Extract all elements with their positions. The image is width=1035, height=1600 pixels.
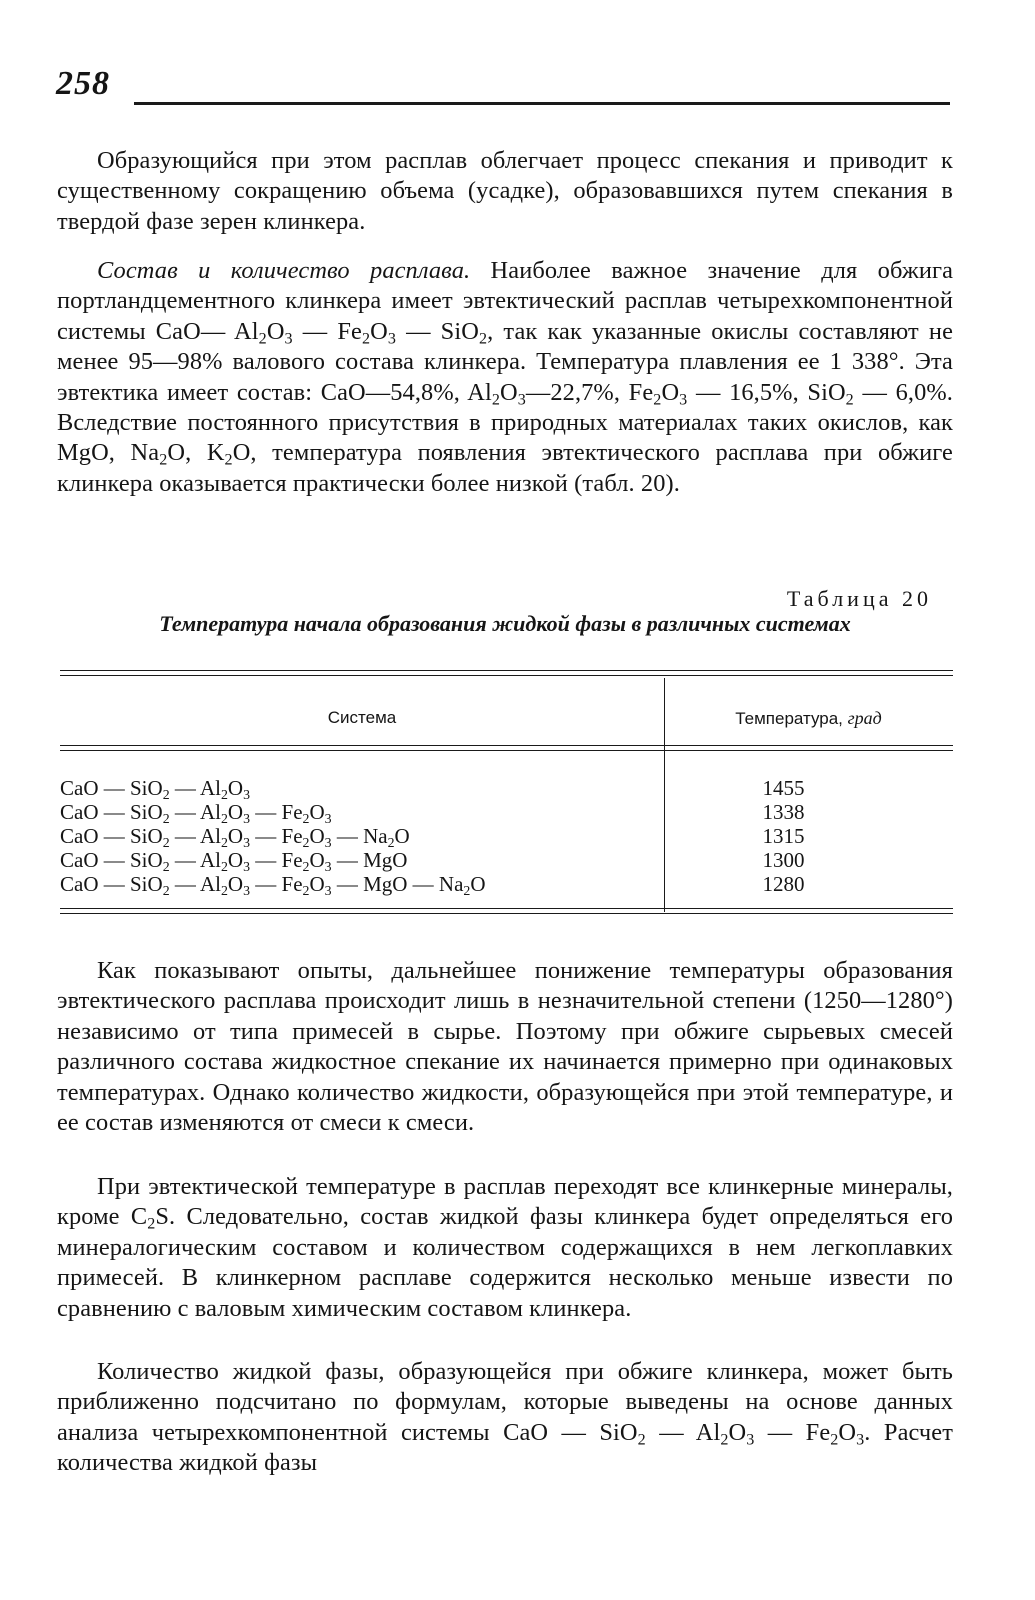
subscript: 2 — [637, 1431, 646, 1449]
subscript: 2 — [162, 882, 170, 898]
formula-text: O — [309, 824, 325, 848]
temperature-cell: 1300 — [762, 848, 805, 872]
subscript: 3 — [284, 330, 293, 348]
p2-text-d: O — [370, 317, 388, 345]
subscript: 2 — [387, 834, 395, 850]
system-cell — [60, 800, 332, 824]
p5-text-b: — Al — [645, 1418, 721, 1446]
table-header-rule — [60, 745, 953, 751]
subscript: 3 — [517, 391, 526, 409]
p2-text-f: , так как указанные окислы составляют не менее 95—98% валового состава клинкера. Температура плавления ее 1 338°. Эта эвтектика имеет состав: CaO—54,8%, Al — [57, 317, 953, 406]
temperature-cell: 1280 — [762, 872, 805, 896]
table-caption: Температура начала образования жидкой фазы в различных системах — [159, 611, 851, 636]
system-cell — [60, 872, 486, 896]
subscript: 2 — [302, 834, 310, 850]
formula-text: O — [394, 824, 410, 848]
subscript: 2 — [302, 810, 310, 826]
paragraph-3 — [57, 956, 953, 1138]
subscript: 2 — [463, 882, 471, 898]
paragraph-2 — [57, 256, 953, 499]
formula-text: — Al — [169, 872, 221, 896]
system-cell — [60, 848, 407, 872]
paragraph-1-text: Образующийся при этом расплав облегчает процесс спекания и приводит к существенному сокращению объема (усадке), образовавшихся путем спекания в твердой фазе зерен клинкера. — [57, 147, 953, 235]
subscript: 2 — [147, 1215, 156, 1233]
subscript: 2 — [302, 882, 310, 898]
formula-text: — Fe — [250, 824, 303, 848]
table-row — [60, 872, 953, 896]
subscript: 2 — [162, 834, 170, 850]
subscript: 3 — [856, 1431, 865, 1449]
p2-text-h: —22,7%, Fe — [525, 378, 654, 406]
p2-text-b: O — [266, 317, 285, 345]
subscript: 2 — [653, 391, 662, 409]
p2-text-j: — 16,5%, SiO — [687, 378, 846, 406]
subscript: 2 — [162, 786, 170, 802]
formula-text: O — [309, 800, 325, 824]
system-cell — [60, 824, 410, 848]
column-header-system: Система — [327, 708, 397, 727]
table-row — [60, 848, 953, 872]
table-row — [60, 824, 953, 848]
formula-text: — MgO — Na — [331, 872, 464, 896]
subscript: 2 — [478, 330, 488, 348]
subscript: 2 — [361, 330, 371, 348]
p4-text-a: При эвтектической температуре в расплав переходят все клинкерные минералы, кроме C — [57, 1173, 953, 1231]
subscript: 3 — [243, 858, 251, 874]
paragraph-5 — [57, 1357, 953, 1479]
p5-text-d: — Fe — [754, 1418, 831, 1446]
paragraph-1 — [57, 146, 953, 237]
p5-text-e: O — [838, 1418, 857, 1446]
column-header-temperature-unit: град — [847, 708, 882, 728]
temperature-cell: 1338 — [762, 800, 805, 824]
paragraph-4 — [57, 1172, 953, 1324]
data-table — [60, 670, 953, 920]
formula-text: — Al — [169, 824, 221, 848]
subscript: 2 — [224, 451, 233, 469]
p2-text-i: O — [661, 378, 680, 406]
formula-text: O — [227, 824, 244, 848]
formula-text: O — [470, 872, 486, 896]
p2-text-c: — Fe — [292, 317, 362, 345]
formula-text: CaO — SiO — [60, 776, 163, 800]
subscript: 3 — [387, 330, 396, 348]
paragraph-3-text: Как показывают опыты, дальнейшее понижение температуры образования эвтектического расплава происходит лишь в незначительной степени (1250—1280°) независимо от типа примесей в сырье. Поэтому при обжиге сырьевых смесей различного состава жидкостное спекание их начинается примерно при одинаковых температурах. Однако количество жидкости, образующейся при этой температуре, и ее состав изменяются от смеси к смеси. — [57, 957, 953, 1137]
p5-text-a: Количество жидкой фазы, образующейся при обжиге клинкера, может быть приближенно подсчитано по формулам, которые выведены на основе данных анализа четырехкомпонентной системы CaO — SiO — [57, 1358, 953, 1446]
subscript: 3 — [746, 1431, 755, 1449]
page-number: 258 — [56, 65, 110, 102]
formula-text: CaO — SiO — [60, 848, 163, 872]
formula-text: O — [227, 776, 244, 800]
subscript: 3 — [243, 882, 251, 898]
p2-text-m: O, температура появления эвтектического расплава при обжиге клинкера оказывается практически более низкой (табл. 20). — [57, 439, 953, 497]
formula-text: — Al — [169, 776, 221, 800]
subscript: 2 — [302, 858, 310, 874]
column-header-temperature-label: Температура, — [735, 709, 843, 728]
p2-text-e: — SiO — [396, 317, 479, 345]
subscript: 2 — [720, 1431, 729, 1449]
subscript: 2 — [845, 391, 854, 409]
p2-text-g: O — [499, 378, 518, 406]
p2-text-l: O, K — [167, 439, 225, 467]
subscript: 2 — [830, 1431, 839, 1449]
subscript: 3 — [679, 391, 688, 409]
table-bottom-rule — [60, 908, 953, 914]
formula-text: O — [227, 800, 244, 824]
temperature-cell: 1315 — [762, 824, 805, 848]
subscript: 3 — [324, 858, 332, 874]
formula-text: O — [227, 848, 244, 872]
system-cell — [60, 776, 250, 800]
subscript: 3 — [324, 810, 332, 826]
subscript: 2 — [162, 810, 170, 826]
subscript: 3 — [243, 810, 251, 826]
formula-text: — Fe — [250, 872, 303, 896]
temperature-cell: 1455 — [762, 776, 805, 800]
subscript: 3 — [324, 834, 332, 850]
p4-text-b: S. Следовательно, состав жидкой фазы клинкера будет определяться его минералогическим составом и количеством содержащихся в нем легкоплавких примесей. В клинкерном расплаве содержится несколько меньше извести по сравнению с валовым химическим составом клинкера. — [57, 1203, 954, 1322]
table-label: Таблица 20 — [786, 586, 932, 611]
formula-text: CaO — SiO — [60, 872, 163, 896]
subscript: 3 — [324, 882, 332, 898]
p2-text-k: — 6,0%. Вследствие постоянного присутствия в природных материалах таких окислов, как MgO, Na — [57, 378, 953, 467]
subscript: 2 — [258, 330, 267, 348]
subscript: 3 — [243, 834, 251, 850]
formula-text: — Al — [169, 800, 221, 824]
subscript: 2 — [220, 810, 228, 826]
formula-text: CaO — SiO — [60, 800, 163, 824]
table-row — [60, 800, 953, 824]
table-body — [60, 776, 953, 896]
formula-text: — Al — [169, 848, 221, 872]
header-rule — [134, 102, 950, 105]
formula-text: O — [309, 848, 325, 872]
page-header — [56, 64, 950, 110]
formula-text: — Fe — [250, 800, 303, 824]
subscript: 2 — [220, 858, 228, 874]
subscript: 2 — [220, 882, 228, 898]
subscript: 2 — [491, 391, 500, 409]
subscript: 2 — [220, 834, 228, 850]
formula-text: — Fe — [250, 848, 303, 872]
section-lead: Состав и количество расплава. — [97, 257, 471, 284]
table-row — [60, 776, 953, 800]
formula-text: — Na — [331, 824, 388, 848]
formula-text: CaO — SiO — [60, 824, 163, 848]
subscript: 3 — [243, 786, 251, 802]
subscript: 2 — [220, 786, 228, 802]
formula-text: O — [309, 872, 325, 896]
formula-text: — MgO — [331, 848, 408, 872]
column-header-temperature — [664, 708, 953, 729]
p5-text-f: . Расчет количества жидкой фазы — [57, 1418, 953, 1477]
table-top-rule — [60, 670, 953, 676]
p2-text-a: Наиболее важное значение для обжига портландцементного клинкера имеет эвтектический расплав четырехкомпонентной системы CaO— Al — [57, 257, 953, 345]
p5-text-c: O — [728, 1418, 747, 1446]
subscript: 2 — [162, 858, 170, 874]
subscript: 2 — [159, 451, 168, 469]
formula-text: O — [227, 872, 244, 896]
